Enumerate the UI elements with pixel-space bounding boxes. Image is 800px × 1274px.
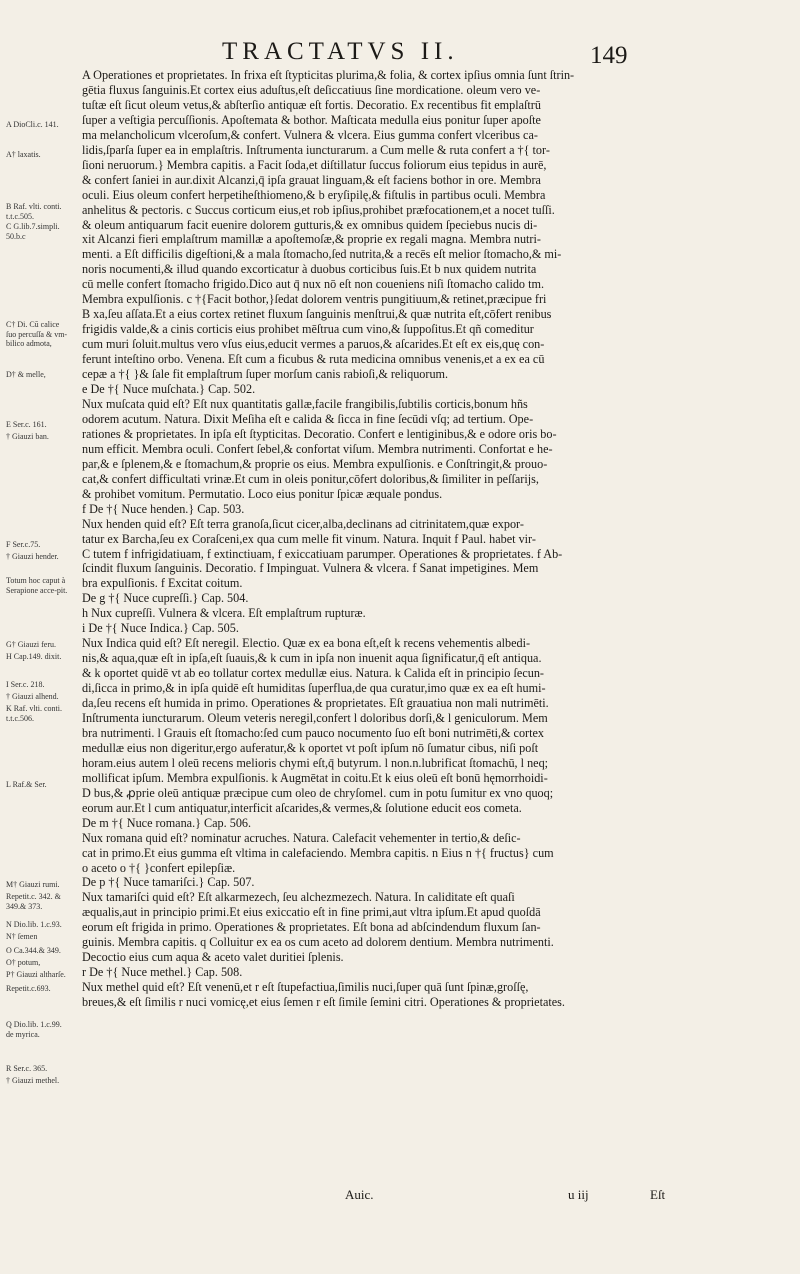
margin-note: K Raf. vlti. conti. t.t.c.506. xyxy=(6,704,62,723)
text-line: o aceto o †{ }confert epilepſiæ. xyxy=(82,860,236,875)
text-line: rationes & proprietates. In ipſa eſt ſtypticitas. Decoratio. Confert e lentiginibus,& e odore oris bo- xyxy=(82,426,557,441)
margin-note: L Raf.& Ser. xyxy=(6,780,47,789)
text-line: di,ſicca in primo,& in ipſa quidē eſt humiditas ſuperflua,de qua curatur,imo quæ ex ea eſt humi- xyxy=(82,681,546,696)
text-line: f De †{ Nuce henden.} Cap. 503. xyxy=(82,501,245,516)
text-line: Nux Indica quid eſt? Eſt neregil. Electio. Quæ ex ea bona eſt,eſt k recens vehementis albedi- xyxy=(82,636,531,651)
margin-note: N† ſemen xyxy=(6,932,38,941)
text-line: D bus,& ꝓprie oleū antiquæ præcipue cum oleo de chryſomel. cum in potu ſumitur ex vno quoq; xyxy=(82,785,554,800)
signature-mark: u iij xyxy=(568,1187,589,1202)
text-line: ferunt inteſtino orbo. Venena. Eſt cum a ficubus & ruta medicina omnibus venenis,et a ex ea cū xyxy=(82,352,545,367)
text-line: noris nocumenti,& illud quando excorticatur à duobus corticibus ſuis.Et b nux quidem nutrita xyxy=(82,262,537,277)
text-line: menti. a Eſt difficilis digeſtioni,& a mala ſtomacho,ſed nutrita,& a recēs eſt melior ſtomacho,& mi- xyxy=(82,247,562,262)
main-text xyxy=(82,68,682,1010)
margin-note: † Giauzi ban. xyxy=(6,432,49,441)
text-line: eorum aur.Et l cum antiquatur,interficit aſcarides,& vermes,& ſolutione educit eos cometa. xyxy=(82,800,522,815)
text-line: anhelitus & pectoris. c Succus corticum eius,et rob ipſius,prohibet præfocationem,et a nocet tuſſi. xyxy=(82,202,555,217)
text-line: De m †{ Nuce romana.} Cap. 506. xyxy=(82,815,252,830)
text-line: Nux muſcata quid eſt? Eſt nux quantitatis gallæ,facile frangibilis,ſubtilis corticis,bonum hñs xyxy=(82,396,528,411)
text-line: da,ſeu recens eſt humida in primo. Operationes & proprietates. Eſt grauatiua non mali nutrimēti. xyxy=(82,696,549,711)
text-line: i De †{ Nuce Indica.} Cap. 505. xyxy=(82,621,239,636)
text-line: B xa,ſeu aſſata.Et a eius cortex retinet fluxum ſanguinis menſtrui,& quæ nutrita eſt,cōfert renibus xyxy=(82,307,552,322)
text-line: breues,& eſt ſimilis r nuci vomicę,et eius ſemen r eſt ſimile ſemini citri. Operationes & proprietates. xyxy=(82,995,565,1010)
text-line: xit Alcanzi fieri emplaſtrum mamillæ a apoſtemoſæ,& proprie ex regali magna. Membra nutri- xyxy=(82,232,541,247)
text-line: gētia fluxus ſanguinis.Et cortex eius aduſtus,eſt deſiccatiuus ſine mordicatione. oleum vero ve- xyxy=(82,82,541,97)
margin-note: N Dio.lib. 1.c.93. xyxy=(6,920,62,929)
margin-note: B Raf. vlti. conti. t.t.c.505. xyxy=(6,202,62,221)
text-line: De p †{ Nuce tamariſci.} Cap. 507. xyxy=(82,875,255,890)
text-line: odorem acutum. Natura. Dixit Meſiha eſt e calida & ſicca in fine ſecūdi vſq; ad tertium. Ope- xyxy=(82,411,534,426)
catchword-left: Auic. xyxy=(345,1187,374,1202)
text-line: bra expulſionis. f Excitat coitum. xyxy=(82,576,243,591)
margin-note: F Ser.c.75. xyxy=(6,540,41,549)
text-line: mollificat ipſum. Membra expulſionis. k Augmētat in coitu.Et k eius oleū eſt bonū hęmorrhoidi- xyxy=(82,770,548,785)
text-line: medullæ eius non digeritur,ergo auferatur,& k oportet vt poſt ipſum nō ſumatur cibus, niſi poſt xyxy=(82,740,539,755)
text-line: Nux methel quid eſt? Eſt venenū,et r eſt ſtupefactiua,ſimilis nuci,ſuper quā ſunt ſpinæ,groſſę, xyxy=(82,980,529,995)
text-line: nis,& aqua,quæ eſt in ipſa,eſt ſuauis,& k cum in ipſa non inuenit aqua ſignificatur,q̄ eſt antiqua. xyxy=(82,651,542,666)
margin-note: D† & melle, xyxy=(6,370,46,379)
text-line: cat,& confert difficultati vrinæ.Et cum in oleis ponitur,cōfert doloribus,& ſimiliter in peſſarijs, xyxy=(82,471,539,486)
margin-note: † Giauzi alhend. xyxy=(6,692,59,701)
text-line: Decoctio eius cum aqua & aceto valet duritiei ſplenis. xyxy=(82,950,344,965)
text-line: frigidis valde,& a cinis corticis eius prohibet mēſtrua cum vino,& ſuppoſitus.Et qñ comeditur xyxy=(82,322,534,337)
text-line: r De †{ Nuce methel.} Cap. 508. xyxy=(82,965,243,980)
text-line: h Nux cupreſſi. Vulnera & vlcera. Eſt emplaſtrum rupturæ. xyxy=(82,606,366,621)
text-line: ma melancholicum vlceroſum,& confert. Vulnera & vlcera. Eius gumma confert vlceribus ca- xyxy=(82,127,538,142)
margin-note: O Ca.344.& 349. xyxy=(6,946,61,955)
running-title: TRACTATVS II. xyxy=(222,38,459,65)
text-line: eorum eſt frigida in primo. Operationes & proprietates. Eſt bona ad abſcindendum fluxum ſan- xyxy=(82,920,541,935)
margin-note: Repetit.c. 342. & 349.& 373. xyxy=(6,892,61,911)
margin-note: † Giauzi methel. xyxy=(6,1076,60,1085)
text-line: num efficit. Membra oculi. Confert ſebel,& confortat viſum. Membra nutrimenti. Confortat e he- xyxy=(82,441,553,456)
text-line: cū melle confert ſtomacho frigido.Dico aut q̄ nux nō eſt non coueniens niſi ſtomacho calido tm. xyxy=(82,277,544,292)
margin-note: O† potum, xyxy=(6,958,41,967)
margin-note: G† Giauzi feru. xyxy=(6,640,56,649)
margin-note: R Ser.c. 365. xyxy=(6,1064,48,1073)
margin-note: Totum hoc caput à Serapione acce-pit. xyxy=(6,576,68,595)
text-line: cepæ a †{ }& ſale fit emplaſtrum ſuper morſum canis rabioſi,& reliquorum. xyxy=(82,367,449,382)
text-line: C tutem f infrigidatiuam, f extinctiuam, f exiccatiuam parumper. Operationes & proprietates. f Ab- xyxy=(82,546,563,561)
text-line: lidis,ſparſa ſuper ea in emplaſtris. Inſtrumenta iuncturarum. a Cum melle & ruta confert a †{ tor- xyxy=(82,142,550,157)
margin-note: P† Giauzi altharſe. xyxy=(6,970,66,979)
text-line: oculi. Eius oleum confert herpetiheſthiomeno,& b eryſipilę,& fiſtulis in partibus oculi. Membra xyxy=(82,187,546,202)
text-line: Nux tamariſci quid eſt? Eſt alkarmezech, ſeu alchezmezech. Natura. In caliditate eſt quaſi xyxy=(82,890,515,905)
margin-note: M† Giauzi rumi. xyxy=(6,880,60,889)
margin-note: † Giauzi hender. xyxy=(6,552,59,561)
page-footer xyxy=(0,1187,800,1207)
marginal-notes xyxy=(6,120,68,1200)
text-line: Nux romana quid eſt? nominatur acruches. Natura. Calefacit vehementer in tertio,& deſic- xyxy=(82,830,521,845)
text-line: horam.eius autem l oleū recens melioris chymi eſt,q̄ butyrum. l non.n.lubrificat ſtomachū, l neq; xyxy=(82,755,549,770)
text-line: Membra expulſionis. c †{Facit bothor,}ſedat dolorem ventris pungitiuum,& retinet,præcipue fri xyxy=(82,292,547,307)
text-line: & oleum antiquarum facit euenire dolorem gutturis,& ex omnibus quidem ſpeciebus nucis di- xyxy=(82,217,538,232)
margin-note: C G.lib.7.simpli. 50.b.c xyxy=(6,222,60,241)
margin-note: A DioCli.c. 141. xyxy=(6,120,59,129)
text-line: bra nutrimenti. l Grauis eſt ſtomacho:ſed cum pauco nocumento ſuo eſt boni nutrimēti,& cortex xyxy=(82,725,544,740)
margin-note: A† laxatis. xyxy=(6,150,41,159)
text-line: tatur ex Barcha,ſeu ex Coraſceni,ex qua cum melle fit vinum. Natura. Inquit f Paul. habet vir- xyxy=(82,531,536,546)
margin-note: I Ser.c. 218. xyxy=(6,680,45,689)
text-line: par,& e ſplenem,& e ſtomachum,& proprie os eius. Membra expulſionis. e Conſtringit,& prouo- xyxy=(82,456,548,471)
text-line: tuſtæ eſt ſicut oleum vetus,& abſterſio antiquæ eſt fortis. Decoratio. Ex recentibus fit emplaſtrū xyxy=(82,97,541,112)
margin-note: H Cap.149. dixit. xyxy=(6,652,62,661)
text-line: A Operationes et proprietates. In frixa eſt ſtypticitas plurima,& folia, & cortex ipſius omnia ſunt ſtrin- xyxy=(82,68,575,82)
margin-note: Repetit.c.693. xyxy=(6,984,51,993)
text-line: cum muri ſoluit.multus vero vſus eius,educit vermes a paruos,& aſcarides.Et eſt ex eis,quę con- xyxy=(82,337,545,352)
text-line: cat in primo.Et eius gumma eſt vltima in calefaciendo. Membra capitis. n Eius n †{ fructus} cum xyxy=(82,845,554,860)
catchword-right: Eſt xyxy=(650,1187,666,1202)
text-line: ſuper a veſtigia percuſſionis. Apoſtemata & bothor. Maſticata medulla eius ponitur ſuper apoſte xyxy=(82,112,541,127)
text-line: Nux henden quid eſt? Eſt terra granoſa,ſicut cicer,alba,declinans ad citrinitatem,quæ expor- xyxy=(82,516,524,531)
text-line: & prohibet vomitum. Permutatio. Loco eius ponitur ſpicæ æquale pondus. xyxy=(82,486,443,501)
text-line: ſcindit fluxum ſanguinis. Decoratio. f Impinguat. Vulnera & vlcera. f Sanat impetigines. Mem xyxy=(82,561,539,576)
text-line: & k oportet quidē vt ab eo tollatur cortex medullæ eius. Natura. k Calida eſt in principio ſecun- xyxy=(82,666,544,681)
margin-note: Q Dio.lib. 1.c.99. de myrica. xyxy=(6,1020,62,1039)
text-line: ſioni neruorum.} Membra capitis. a Facit ſoda,et diſtillatur ſuccus foliorum eius tepidus in aurē, xyxy=(82,157,547,172)
text-line: guinis. Membra capitis. q Colluitur ex ea os cum aceto ad dolorem dentium. Membra nutrimenti. xyxy=(82,935,554,950)
text-line: æqualis,aut in principio primi.Et eius exiccatio eſt in fine primi,aut vltra ipſum.Et apud quoſdā xyxy=(82,905,541,920)
text-line: & confert ſaniei in aur.dixit Alcanzi,q̄ ipſa grauat linguam,& eſt faciens bothor in ore. Membra xyxy=(82,172,541,187)
margin-note: C† Di. Cū calice ſuo percuſſa & vm-bilico admota, xyxy=(6,320,68,348)
margin-note: E Ser.c. 161. xyxy=(6,420,47,429)
text-line: De g †{ Nuce cupreſſi.} Cap. 504. xyxy=(82,591,249,606)
text-line: e De †{ Nuce muſchata.} Cap. 502. xyxy=(82,382,256,397)
page-number: 149 xyxy=(590,42,628,69)
text-line: Inſtrumenta iuncturarum. Oleum veteris neregil,confert l doloribus dorſi,& l geniculorum. Mem xyxy=(82,710,548,725)
